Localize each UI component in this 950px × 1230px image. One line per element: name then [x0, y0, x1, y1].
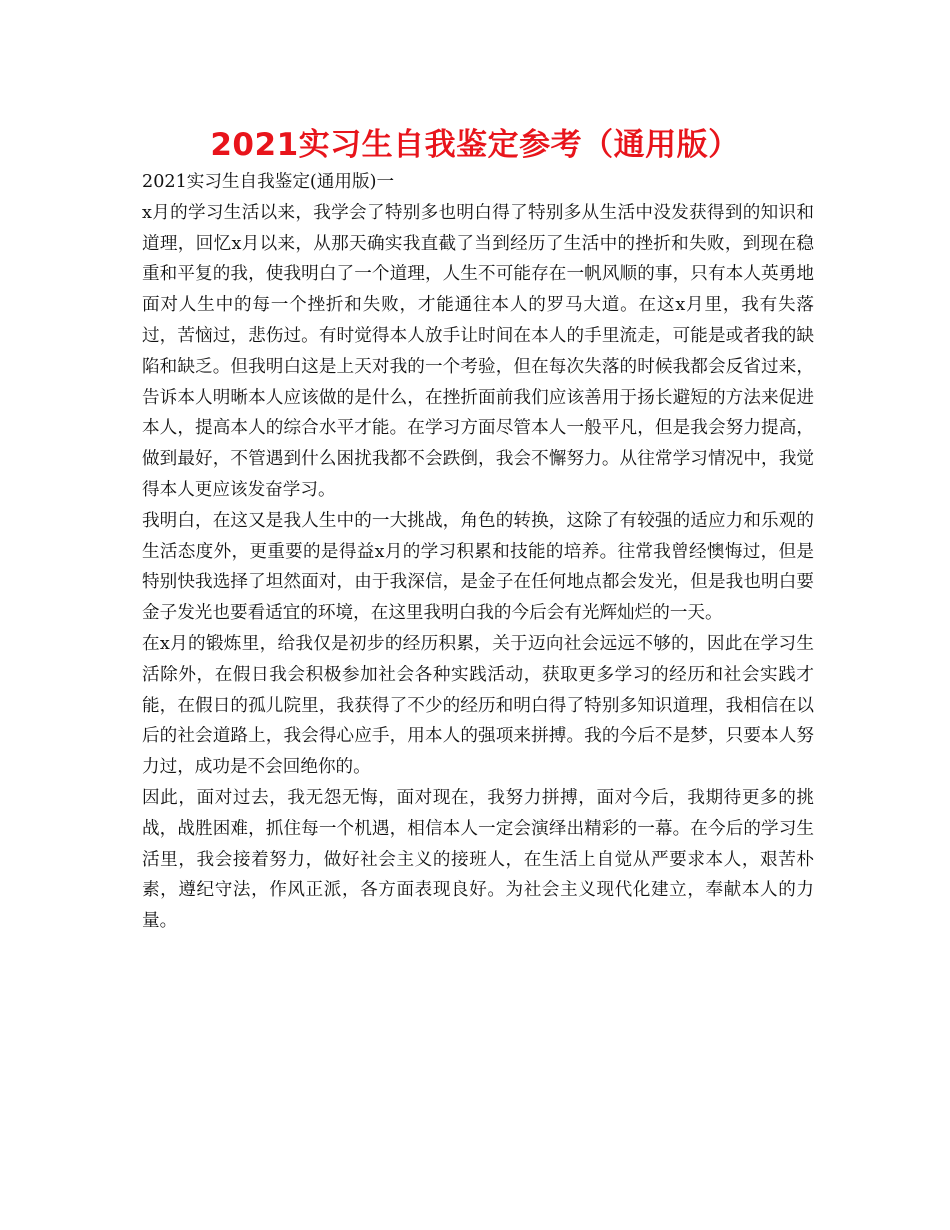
paragraph-2: 我明白，在这又是我人生中的一大挑战，角色的转换，这除了有较强的适应力和乐观的生活态度外，更重要的是得益x月的学习积累和技能的培养。往常我曾经懊悔过，但是特别快我选择了坦然面对，由于我深信，是金子在任何地点都会发光，但是我也明白要金子发光也要看适宜的环境，在这里我明白我的今后会有光辉灿烂的一天。 [142, 510, 814, 624]
paragraph-4: 因此，面对过去，我无怨无悔，面对现在，我努力拼搏，面对今后，我期待更多的挑战，战胜困难，抓住每一个机遇，相信本人一定会演绎出精彩的一幕。在今后的学习生活里，我会接着努力，做好社会主义的接班人，在生活上自觉从严要求本人，艰苦朴素，遵纪守法，作风正派，各方面表现良好。为社会主义现代化建立，奉献本人的力量。 [142, 787, 814, 932]
document-subtitle: 2021实习生自我鉴定(通用版)一 [142, 172, 395, 192]
document-body [142, 167, 814, 937]
paragraph-1: x月的学习生活以来，我学会了特别多也明白得了特别多从生活中没发获得到的知识和道理，回忆x月以来，从那天确实我直截了当到经历了生活中的挫折和失败，到现在稳重和平复的我，使我明白了一个道理，人生不可能存在一帆风顺的事，只有本人英勇地面对人生中的每一个挫折和失败，才能通往本人的罗马大道。在这x月里，我有失落过，苦恼过，悲伤过。有时觉得本人放手让时间在本人的手里流走，可能是或者我的缺陷和缺乏。但我明白这是上天对我的一个考验，但在每次失落的时候我都会反省过来，告诉本人明晰本人应该做的是什么，在挫折面前我们应该善用于扬长避短的方法来促进本人，提高本人的综合水平才能。在学习方面尽管本人一般平凡，但是我会努力提高，做到最好，不管遇到什么困扰我都不会跌倒，我会不懈努力。从往常学习情况中，我觉得本人更应该发奋学习。 [142, 202, 814, 500]
document-title: 2021实习生自我鉴定参考（通用版） [210, 127, 740, 163]
paragraph-3: 在x月的锻炼里，给我仅是初步的经历积累，关于迈向社会远远不够的，因此在学习生活除外，在假日我会积极参加社会各种实践活动，获取更多学习的经历和社会实践才能，在假日的孤儿院里，我获得了不少的经历和明白得了特别多知识道理，我相信在以后的社会道路上，我会得心应手，用本人的强项来拼搏。我的今后不是梦，只要本人努力过，成功是不会回绝你的。 [142, 633, 814, 778]
